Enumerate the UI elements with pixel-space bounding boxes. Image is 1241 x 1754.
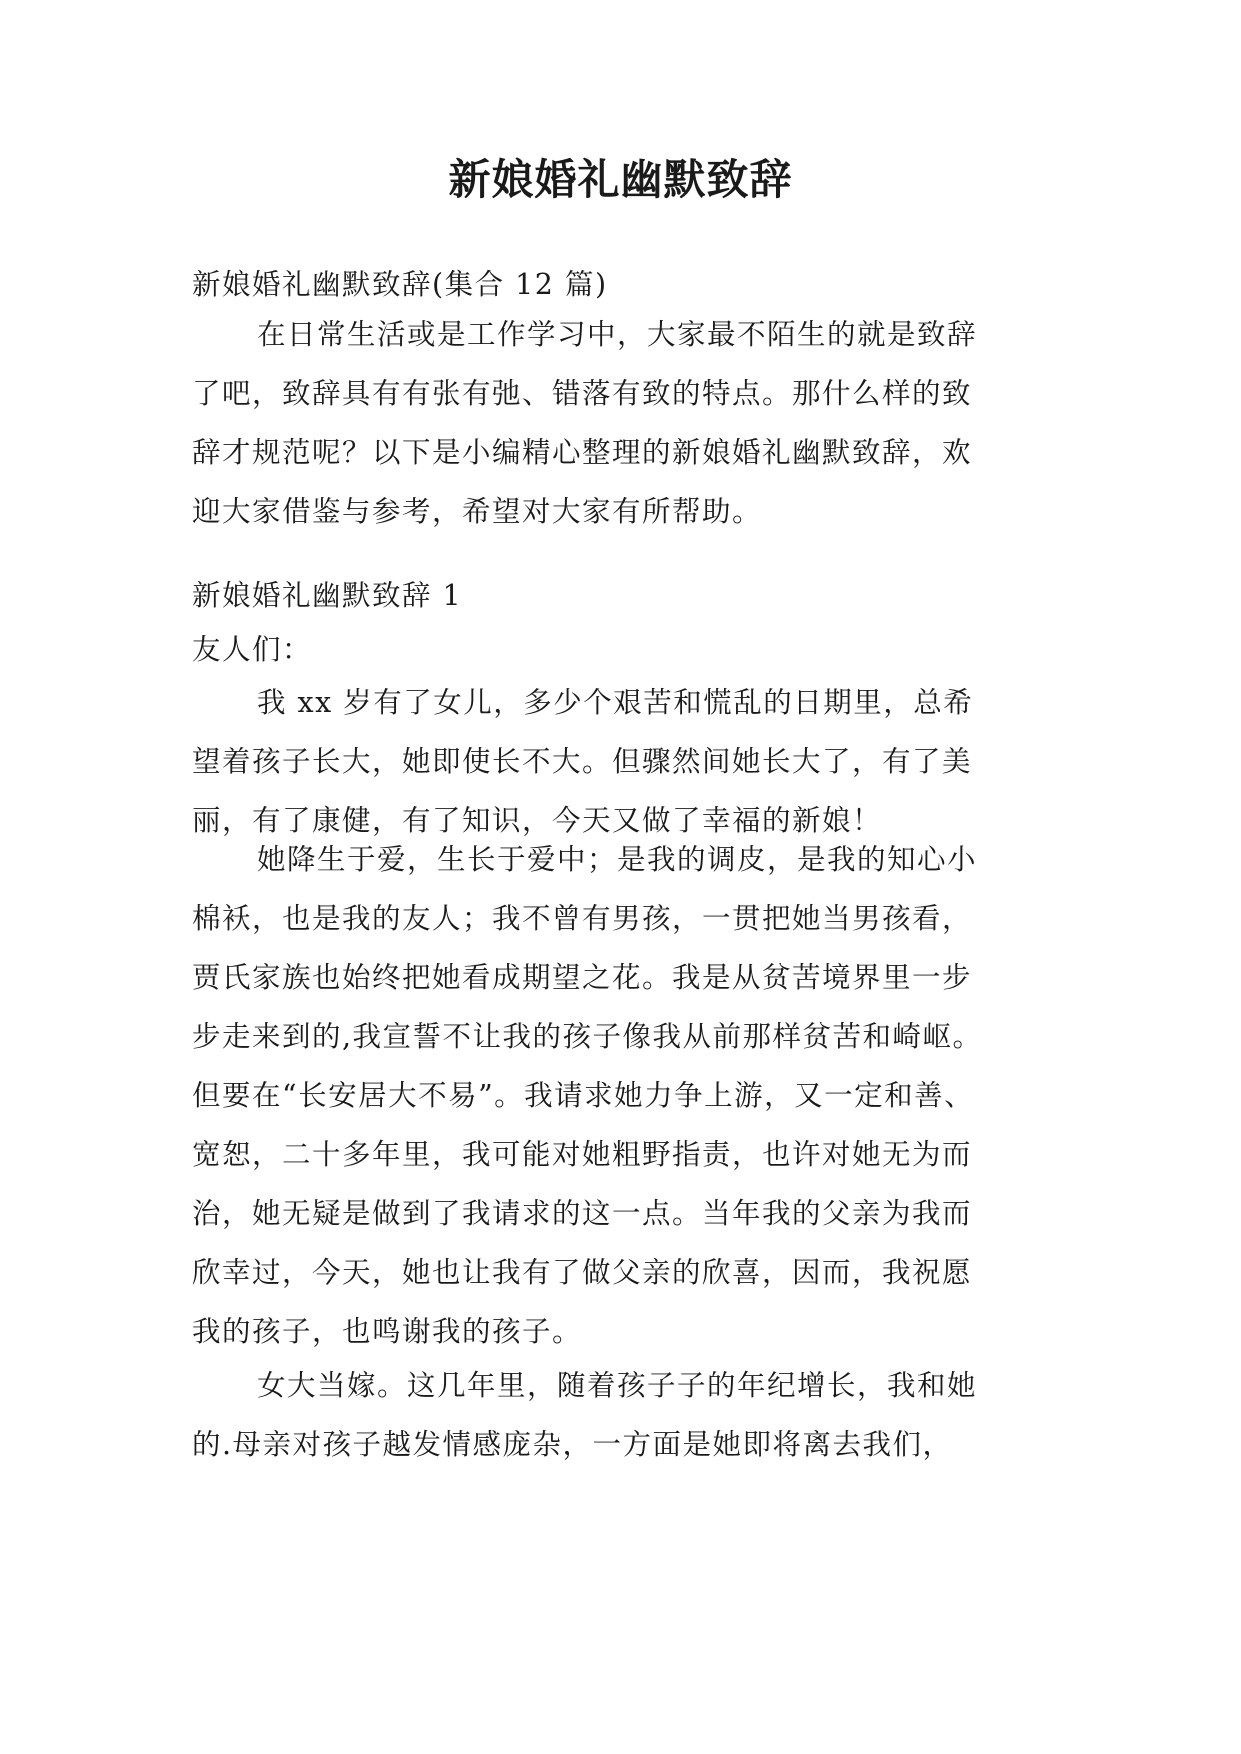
intro-line: 辞才规范呢？以下是小编精心整理的新娘婚礼幽默致辞，欢: [192, 436, 973, 469]
paragraph-line: 望着孩子长大，她即使长不大。但骤然间她长大了，有了美: [192, 745, 973, 778]
paragraph-2: [192, 830, 1052, 1361]
intro-line: 在日常生活或是工作学习中，大家最不陌生的就是致辞: [257, 318, 978, 351]
paragraph-line: 贾氏家族也始终把她看成期望之花。我是从贫苦境界里一步: [192, 961, 973, 994]
paragraph-line: 治，她无疑是做到了我请求的这一点。当年我的父亲为我而: [192, 1197, 973, 1230]
intro-line: 迎大家借鉴与参考，希望对大家有所帮助。: [192, 495, 763, 528]
paragraph-line: 女大当嫁。这几年里，随着孩子子的年纪增长，我和她: [257, 1369, 978, 1402]
document-title: 新娘婚礼幽默致辞: [448, 155, 793, 204]
paragraph-1: [192, 673, 1052, 850]
subtitle-line: 新娘婚礼幽默致辞(集合 12 篇): [192, 268, 608, 301]
section-heading-line: 新娘婚礼幽默致辞 1: [192, 579, 463, 612]
paragraph-line: 但要在“长安居大不易”。我请求她力争上游，又一定和善、: [192, 1079, 975, 1112]
paragraph-line: 棉袄，也是我的友人；我不曾有男孩，一贯把她当男孩看，: [192, 902, 973, 935]
paragraph-line: 我 xx 岁有了女儿，多少个艰苦和慌乱的日期里，总希: [257, 686, 974, 719]
greeting: [192, 620, 1052, 679]
paragraph-line: 我的孩子，也鸣谢我的孩子。: [192, 1315, 583, 1348]
paragraph-line: 她降生于爱，生长于爱中；是我的调皮，是我的知心小: [257, 843, 978, 876]
section-heading: [192, 566, 1052, 625]
paragraph-line: 丽，有了康健，有了知识，今天又做了幸福的新娘！: [192, 804, 883, 837]
paragraph-3: [192, 1356, 1052, 1474]
paragraph-line: 欣幸过，今天，她也让我有了做父亲的欣喜，因而，我祝愿: [192, 1256, 973, 1289]
intro-paragraph: [192, 305, 1052, 541]
greeting-line: 友人们：: [192, 633, 313, 666]
paragraph-line: 步走来到的,我宣誓不让我的孩子像我从前那样贫苦和崎岖。: [192, 1020, 983, 1053]
paragraph-line: 宽恕，二十多年里，我可能对她粗野指责，也许对她无为而: [192, 1138, 973, 1171]
intro-line: 了吧，致辞具有有张有弛、错落有致的特点。那什么样的致: [192, 377, 973, 410]
paragraph-line: 的.母亲对孩子越发情感庞杂，一方面是她即将离去我们，: [192, 1428, 953, 1461]
